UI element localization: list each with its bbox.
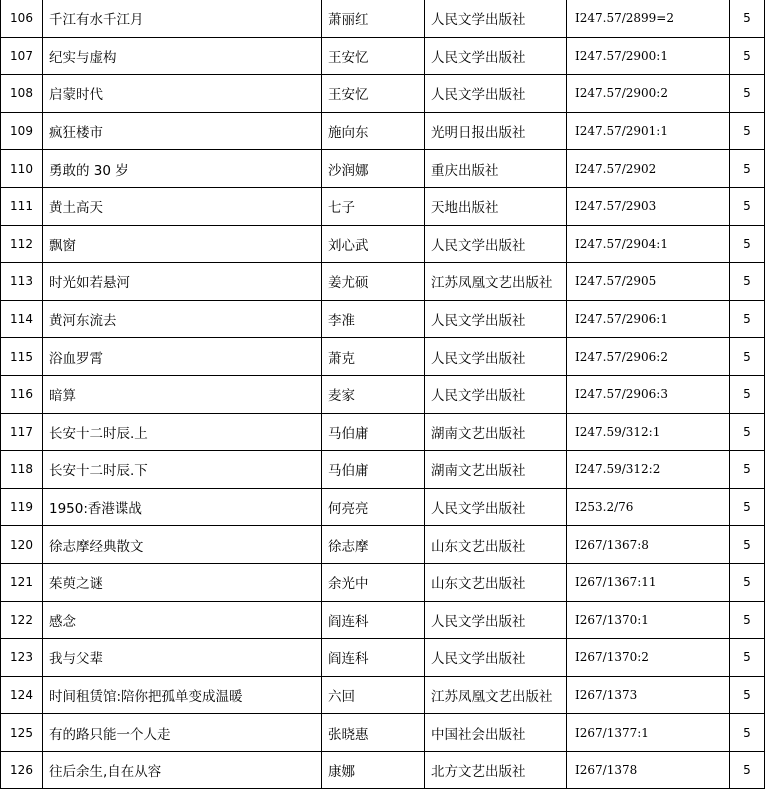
book-title: 飘窗 (43, 225, 322, 263)
publisher: 中国社会出版社 (425, 714, 567, 752)
row-number: 119 (1, 488, 43, 526)
copies: 5 (730, 413, 765, 451)
row-number: 109 (1, 112, 43, 150)
book-title: 时光如若悬河 (43, 263, 322, 301)
table-row (1, 676, 765, 714)
row-number: 117 (1, 413, 43, 451)
publisher: 山东文艺出版社 (425, 526, 567, 564)
publisher: 江苏凤凰文艺出版社 (425, 676, 567, 714)
publisher: 湖南文艺出版社 (425, 413, 567, 451)
copies: 5 (730, 112, 765, 150)
call-number: I267/1377:1 (567, 714, 730, 752)
author: 马伯庸 (322, 413, 425, 451)
call-number: I267/1370:2 (567, 639, 730, 677)
publisher: 山东文艺出版社 (425, 563, 567, 601)
publisher: 人民文学出版社 (425, 375, 567, 413)
call-number: I247.59/312:1 (567, 413, 730, 451)
call-number: I247.57/2899=2 (567, 0, 730, 37)
book-title: 时间租赁馆:陪你把孤单变成温暖 (43, 676, 322, 714)
row-number: 113 (1, 263, 43, 301)
call-number: I247.57/2901:1 (567, 112, 730, 150)
publisher: 北方文艺出版社 (425, 751, 567, 789)
publisher: 人民文学出版社 (425, 338, 567, 376)
book-title: 有的路只能一个人走 (43, 714, 322, 752)
book-title: 黄土高天 (43, 187, 322, 225)
row-number: 115 (1, 338, 43, 376)
row-number: 108 (1, 75, 43, 113)
table-row (1, 112, 765, 150)
table-row (1, 526, 765, 564)
book-title: 1950:香港谍战 (43, 488, 322, 526)
book-title: 启蒙时代 (43, 75, 322, 113)
call-number: I247.57/2903 (567, 187, 730, 225)
table-row (1, 563, 765, 601)
table-row (1, 75, 765, 113)
book-title: 我与父辈 (43, 639, 322, 677)
call-number: I247.57/2900:2 (567, 75, 730, 113)
table-row (1, 263, 765, 301)
author: 康娜 (322, 751, 425, 789)
publisher: 人民文学出版社 (425, 75, 567, 113)
author: 萧克 (322, 338, 425, 376)
book-title: 感念 (43, 601, 322, 639)
row-number: 125 (1, 714, 43, 752)
publisher: 人民文学出版社 (425, 225, 567, 263)
call-number: I247.57/2904:1 (567, 225, 730, 263)
copies: 5 (730, 488, 765, 526)
book-title: 勇敢的 30 岁 (43, 150, 322, 188)
publisher: 人民文学出版社 (425, 0, 567, 37)
call-number: I267/1378 (567, 751, 730, 789)
author: 施向东 (322, 112, 425, 150)
table-body (1, 0, 765, 789)
table-row (1, 0, 765, 37)
table-row (1, 488, 765, 526)
row-number: 123 (1, 639, 43, 677)
table-row (1, 37, 765, 75)
row-number: 122 (1, 601, 43, 639)
book-title: 黄河东流去 (43, 300, 322, 338)
author: 王安忆 (322, 37, 425, 75)
row-number: 118 (1, 451, 43, 489)
author: 马伯庸 (322, 451, 425, 489)
table-row (1, 187, 765, 225)
row-number: 121 (1, 563, 43, 601)
author: 王安忆 (322, 75, 425, 113)
book-title: 长安十二时辰.上 (43, 413, 322, 451)
author: 麦家 (322, 375, 425, 413)
row-number: 110 (1, 150, 43, 188)
row-number: 111 (1, 187, 43, 225)
table-row (1, 639, 765, 677)
copies: 5 (730, 714, 765, 752)
copies: 5 (730, 639, 765, 677)
author: 萧丽红 (322, 0, 425, 37)
author: 刘心武 (322, 225, 425, 263)
copies: 5 (730, 563, 765, 601)
copies: 5 (730, 150, 765, 188)
table-row (1, 451, 765, 489)
copies: 5 (730, 187, 765, 225)
copies: 5 (730, 37, 765, 75)
table-row (1, 375, 765, 413)
call-number: I247.57/2900:1 (567, 37, 730, 75)
book-title: 疯狂楼市 (43, 112, 322, 150)
author: 张晓惠 (322, 714, 425, 752)
book-title: 暗算 (43, 375, 322, 413)
publisher: 人民文学出版社 (425, 601, 567, 639)
author: 阎连科 (322, 639, 425, 677)
publisher: 人民文学出版社 (425, 300, 567, 338)
call-number: I247.57/2906:1 (567, 300, 730, 338)
publisher: 江苏凤凰文艺出版社 (425, 263, 567, 301)
table-row (1, 338, 765, 376)
table-row (1, 601, 765, 639)
call-number: I247.57/2906:3 (567, 375, 730, 413)
book-title: 长安十二时辰.下 (43, 451, 322, 489)
author: 李准 (322, 300, 425, 338)
copies: 5 (730, 375, 765, 413)
table-row (1, 150, 765, 188)
copies: 5 (730, 338, 765, 376)
publisher: 天地出版社 (425, 187, 567, 225)
copies: 5 (730, 75, 765, 113)
call-number: I247.57/2906:2 (567, 338, 730, 376)
row-number: 107 (1, 37, 43, 75)
table-row (1, 225, 765, 263)
table-row (1, 751, 765, 789)
call-number: I247.57/2905 (567, 263, 730, 301)
row-number: 106 (1, 0, 43, 37)
author: 余光中 (322, 563, 425, 601)
book-title: 浴血罗霄 (43, 338, 322, 376)
copies: 5 (730, 225, 765, 263)
author: 何亮亮 (322, 488, 425, 526)
book-title: 纪实与虚构 (43, 37, 322, 75)
row-number: 124 (1, 676, 43, 714)
call-number: I267/1367:8 (567, 526, 730, 564)
table-row (1, 413, 765, 451)
publisher: 人民文学出版社 (425, 37, 567, 75)
copies: 5 (730, 751, 765, 789)
publisher: 人民文学出版社 (425, 639, 567, 677)
table-row (1, 300, 765, 338)
call-number: I247.59/312:2 (567, 451, 730, 489)
author: 六回 (322, 676, 425, 714)
row-number: 116 (1, 375, 43, 413)
row-number: 114 (1, 300, 43, 338)
call-number: I267/1367:11 (567, 563, 730, 601)
copies: 5 (730, 0, 765, 37)
book-title: 徐志摩经典散文 (43, 526, 322, 564)
row-number: 126 (1, 751, 43, 789)
row-number: 120 (1, 526, 43, 564)
publisher: 人民文学出版社 (425, 488, 567, 526)
author: 姜尤硕 (322, 263, 425, 301)
row-number: 112 (1, 225, 43, 263)
copies: 5 (730, 451, 765, 489)
copies: 5 (730, 601, 765, 639)
publisher: 重庆出版社 (425, 150, 567, 188)
book-title: 千江有水千江月 (43, 0, 322, 37)
book-title: 茱萸之谜 (43, 563, 322, 601)
copies: 5 (730, 300, 765, 338)
call-number: I267/1373 (567, 676, 730, 714)
author: 徐志摩 (322, 526, 425, 564)
author: 阎连科 (322, 601, 425, 639)
table-row (1, 714, 765, 752)
publisher: 光明日报出版社 (425, 112, 567, 150)
call-number: I253.2/76 (567, 488, 730, 526)
copies: 5 (730, 526, 765, 564)
copies: 5 (730, 676, 765, 714)
author: 七子 (322, 187, 425, 225)
book-title: 往后余生,自在从容 (43, 751, 322, 789)
call-number: I247.57/2902 (567, 150, 730, 188)
publisher: 湖南文艺出版社 (425, 451, 567, 489)
author: 沙润娜 (322, 150, 425, 188)
copies: 5 (730, 263, 765, 301)
call-number: I267/1370:1 (567, 601, 730, 639)
